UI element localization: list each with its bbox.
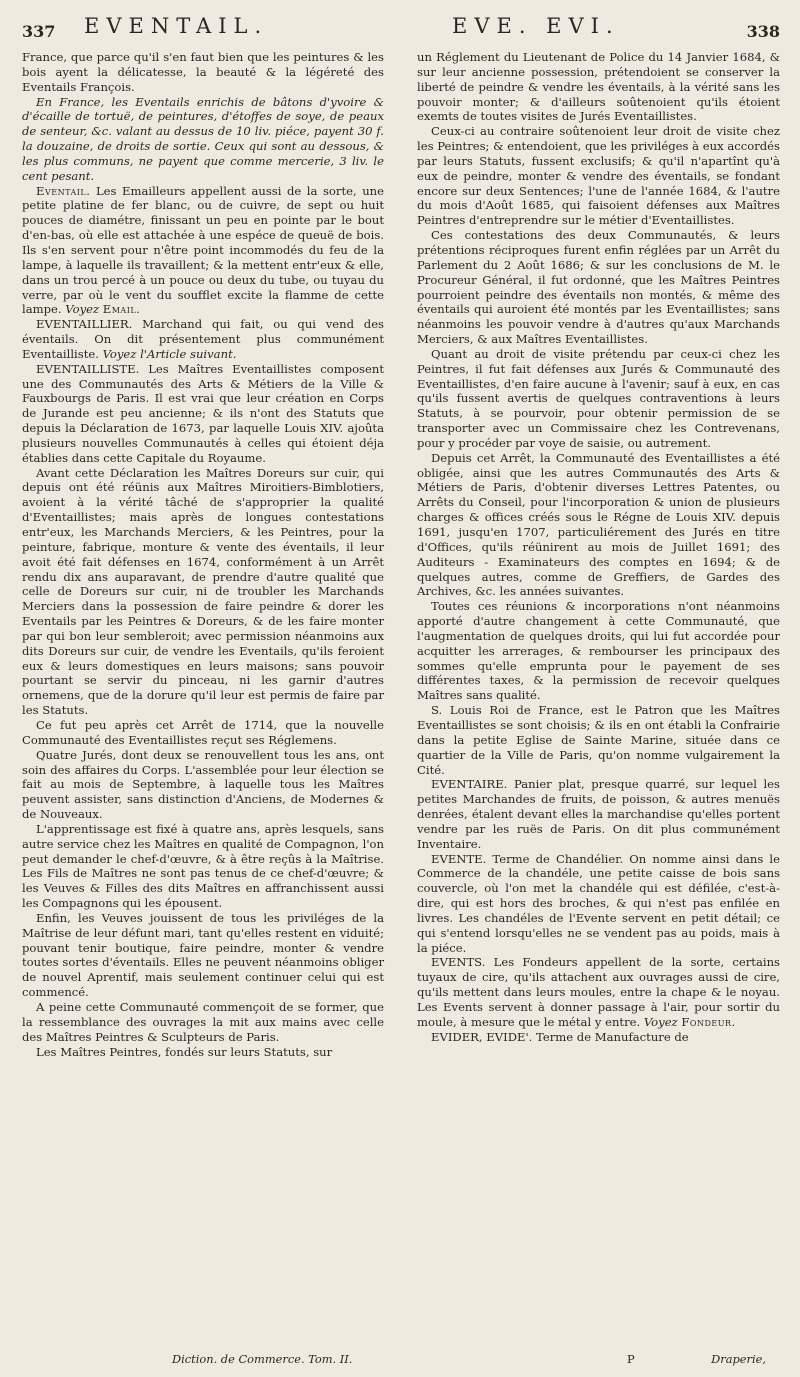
entry-text: Terme de Manufacture de	[536, 1029, 689, 1044]
see-also-label: Voyez l'Article suivant.	[102, 346, 237, 361]
entry-headword: EVENTAILLIER.	[36, 317, 133, 332]
paragraph: Ces contestations des deux Communautés, & leurs prétentions réciproques furent enfin réglées par un Arrêt du Parlement du 2 Août 1686; & sur les conclusions de M. le Procureur Général, il fut ordonné, que les Maîtres Peintres pourroient peindre des éventails non montés, & même des éventails qui auroient été montés par les Eventaillistes; sans néanmoins les pouvoir vendre à d'autres qu'aux Marchands Merciers, & aux Maîtres Eventaillistes.	[417, 228, 780, 347]
paragraph: Ceux-ci au contraire soûtenoient leur droit de visite chez les Peintres; & entendoient, que les priviléges à eux accordés par leurs Statuts, fussent exclusifs; & qu'il n'apartînt qu'à eux de peindre, monter & vendre des éventails, se fondant encore sur deux Sentences; l'une de l'année 1684, & l'autre du mois d'Août 1685, qui faisoient défenses aux Maîtres Peintres d'entreprendre sur le métier d'Eventaillistes.	[417, 124, 780, 228]
cross-reference: Email.	[102, 302, 141, 317]
footer-title: Diction. de Commerce. Tom. II.	[172, 1352, 353, 1366]
see-also-label: Voyez	[643, 1014, 678, 1029]
paragraph: L'apprentissage est fixé à quatre ans, après lesquels, sans autre service chez les Maîtres en qualité de Compagnon, l'on peut demander le chef-d'œuvre, & à être reçûs à la Maîtrise. Les Fils de Maîtres ne sont pas tenus de ce chef-d'œuvre; & les Veuves & Filles des dits Maîtres en affranchissent aussi les Compagnons qui les épousent.	[22, 821, 384, 911]
entry-headword: EVENTS.	[431, 955, 486, 970]
paragraph: Toutes ces réunions & incorporations n'ont néanmoins apporté d'autre changement à cette Communauté, que l'augmentation de quelques droits, qui lui fut accordée pour acquitter les arrerages, & rembourser les principaux des sommes qu'elle emprunta pour le payement de ses différentes taxes, & la permission de recevoir quelques Maîtres sans qualité.	[417, 599, 780, 703]
entry-text: Panier plat, presque quarré, sur lequel les petites Marchandes de fruits, de poisson, & autres menuës denrées, étalent devant elles la marchandise qu'elles portent vendre par les ruës de Paris. On dit plus communément Inventaire.	[417, 777, 780, 851]
signature-mark: P	[627, 1352, 635, 1366]
entry-headword: EVIDER, EVIDE'.	[431, 1029, 533, 1044]
paragraph: France, que parce qu'il s'en faut bien que les peintures & les bois ayent la délicatesse, la beauté & la légéreté des Eventails François.	[22, 50, 384, 94]
entry-events	[417, 955, 780, 1029]
entry-eventaire	[417, 777, 780, 851]
paragraph: Quant au droit de visite prétendu par ceux-ci chez les Peintres, il fut fait défenses aux Jurés & Communauté des Eventaillistes, d'en faire aucune à l'avenir; sauf à eux, en cas qu'ils fussent avertis de quelques contraventions à leurs Statuts, à se pourvoir, pour obtenir permission de se transporter avec un Commissaire chez les Contrevenans, pour y procéder par voye de saisie, ou autrement.	[417, 346, 780, 450]
paragraph	[22, 95, 384, 184]
page-number-left: 337	[22, 22, 56, 41]
entry-headword: EVENTAILLISTE.	[36, 361, 140, 376]
entry-headword: Eventail.	[36, 183, 91, 198]
page-number-right: 338	[746, 22, 780, 41]
entry-text: Marchand qui fait, ou qui vend des éventails. On dit présentement plus communément Eventailliste.	[22, 317, 384, 361]
running-head-left: EVENTAIL.	[84, 14, 269, 38]
see-also-label: Voyez	[65, 302, 100, 317]
paragraph: Ce fut peu après cet Arrêt de 1714, que la nouvelle Communauté des Eventaillistes reçut ses Réglemens.	[22, 717, 384, 747]
entry-eventaillier	[22, 317, 384, 362]
entry-text: Terme de Chandélier. On nomme ainsi dans le Commerce de la chandéle, une petite caisse de bois sans couvercle, où l'on met la chandéle qui est défilée, c'est-à-dire, qui est hors des broches, & qui n'est pas enfilée en livres. Les chandéles de l'Evente servent en petit détail; ce qui s'entend lorsqu'elles ne se vendent pas au poids, mais à la piéce.	[417, 851, 780, 955]
entry-eventailliste	[22, 362, 384, 466]
page-header	[22, 10, 780, 46]
right-column	[417, 50, 780, 1045]
entry-headword: EVENTE.	[431, 851, 487, 866]
entry-text: Les Emailleurs appellent aussi de la sorte, une petite platine de fer blanc, ou de cuivre, de sept ou huit pouces de diamétre, finissant un peu en pointe par le bout d'en-bas, où elle est attachée à une espéce de queuë de bois. Ils s'en servent pour n'être point incommodés du feu de la lampe, à laquelle ils travaillent; & la mettent entr'eux & elle, dans un trou percé à un pouce ou deux du tube, ou tuyau du verre, par où le vent du soufflet excite la flamme de cette lampe.	[22, 183, 384, 317]
left-column	[22, 50, 384, 1059]
entry-evider	[417, 1030, 780, 1045]
paragraph: un Réglement du Lieutenant de Police du 14 Janvier 1684, & sur leur ancienne possession, prétendoient se conserver la liberté de peindre & vendre les éventails, à la vérité sans les pouvoir monter; & d'ailleurs soûtenoient qu'ils étoient exemts de toutes visites de Jurés Eventaillistes.	[417, 50, 780, 124]
entry-eventail-emailleurs	[22, 184, 384, 318]
italic-paragraph-text: En France, les Eventails enrichis de bâtons d'yvoire & d'écaille de tortuë, de peintures, d'étoffes de soye, de peaux de senteur, &c. valant au dessus de 10 liv. piéce, payent 30 f. la douzaine, de droits de sortie. Ceux qui sont au dessous, & les plus communs, ne payent que comme mercerie, 3 liv. le cent pesant.	[22, 94, 384, 183]
paragraph: Depuis cet Arrêt, la Communauté des Eventaillistes a été obligée, ainsi que les autres Communautés des Arts & Métiers de Paris, d'obtenir diverses Lettres Patentes, ou Arrêts du Conseil, pour l'incorporation & union de plusieurs charges & offices créés sous le Régne de Louis XIV. depuis 1691, jusqu'en 1707, particuliérement des Jurés en titre d'Offices, qu'ils réünirent au mois de Juillet 1691; des Auditeurs - Examinateurs des comptes en 1694; & de quelques autres, comme de Greffiers, de Gardes des Archives, &c. les années suivantes.	[417, 450, 780, 599]
paragraph: Quatre Jurés, dont deux se renouvellent tous les ans, ont soin des affaires du Corps. L'assemblée pour leur élection se fait au mois de Septembre, à laquelle tous les Maîtres peuvent assister, sans distinction d'Anciens, de Modernes & de Nouveaux.	[22, 747, 384, 822]
catchword: Draperie,	[711, 1352, 766, 1366]
paragraph: A peine cette Communauté commençoit de se former, que la ressemblance des ouvrages la mit aux mains avec celle des Maîtres Peintres & Sculpteurs de Paris.	[22, 1000, 384, 1044]
page-footer	[22, 1352, 780, 1372]
paragraph: S. Louis Roi de France, est le Patron que les Maîtres Eventaillistes se sont choisis; & ils en ont établi la Confrairie dans la petite Eglise de Sainte Marine, située dans ce quartier de la Ville de Paris, qu'on nomme vulgairement la Cité.	[417, 703, 780, 777]
entry-text: Les Maîtres Eventaillistes composent une des Communautés des Arts & Métiers de la Ville & Fauxbourgs de Paris. Il est vrai que leur création en Corps de Jurande est peu ancienne; & ils n'ont des Statuts que depuis la Déclaration de 1673, par laquelle Louis XIV. ajoûta plusieurs nouvelles Communautés à celles qui étoient déja établies dans cette Capitale du Royaume.	[22, 361, 384, 465]
entry-evente	[417, 852, 780, 956]
entry-headword: EVENTAIRE.	[431, 777, 508, 792]
paragraph: Les Maîtres Peintres, fondés sur leurs Statuts, sur	[36, 1044, 333, 1059]
paragraph: Enfin, les Veuves jouissent de tous les priviléges de la Maîtrise de leur défunt mari, tant qu'elles restent en viduité; pouvant tenir boutique, faire peindre, monter & vendre toutes sortes d'éventails. Elles ne peuvent néanmoins obliger de nouvel Aprentif, mais seulement continuer celui qui est commencé.	[22, 910, 384, 1000]
running-head-right: EVE. EVI.	[452, 14, 620, 38]
entry-text: Les Fondeurs appellent de la sorte, certains tuyaux de cire, qu'ils attachent aux ouvrages aussi de cire, qu'ils mettent dans leurs moules, entre la chape & le noyau. Les Events servent à donner passage à l'air, pour sortir du moule, à mesure que le métal y entre.	[417, 955, 780, 1029]
paragraph: Avant cette Déclaration les Maîtres Doreurs sur cuir, qui depuis ont été réünis aux Maîtres Miroitiers-Bimblotiers, avoient à la vérité tâché de s'approprier la qualité d'Eventaillistes; mais après de longues contestations entr'eux, les Marchands Merciers, & les Peintres, pour la peinture, fabrique, monture & vente des éventails, il leur avoit été fait défenses en 1674, conformément à un Arrêt rendu dix ans auparavant, de prendre d'autre qualité que celle de Doreurs sur cuir, ni de troubler les Marchands Merciers dans la possession de faire peindre & dorer les Eventails par les Peintres & Doreurs, & de les faire monter par qui bon leur sembleroit; avec permission néanmoins aux dits Doreurs sur cuir, de vendre les Eventails, qu'ils feroient eux & leurs domestiques en leurs maisons; sans pouvoir pourtant se servir du pinceau, ni les garnir d'autres ornemens, que de la dorure qu'il leur est permis de faire par les Statuts.	[22, 465, 384, 718]
cross-reference: Fondeur.	[681, 1014, 736, 1029]
